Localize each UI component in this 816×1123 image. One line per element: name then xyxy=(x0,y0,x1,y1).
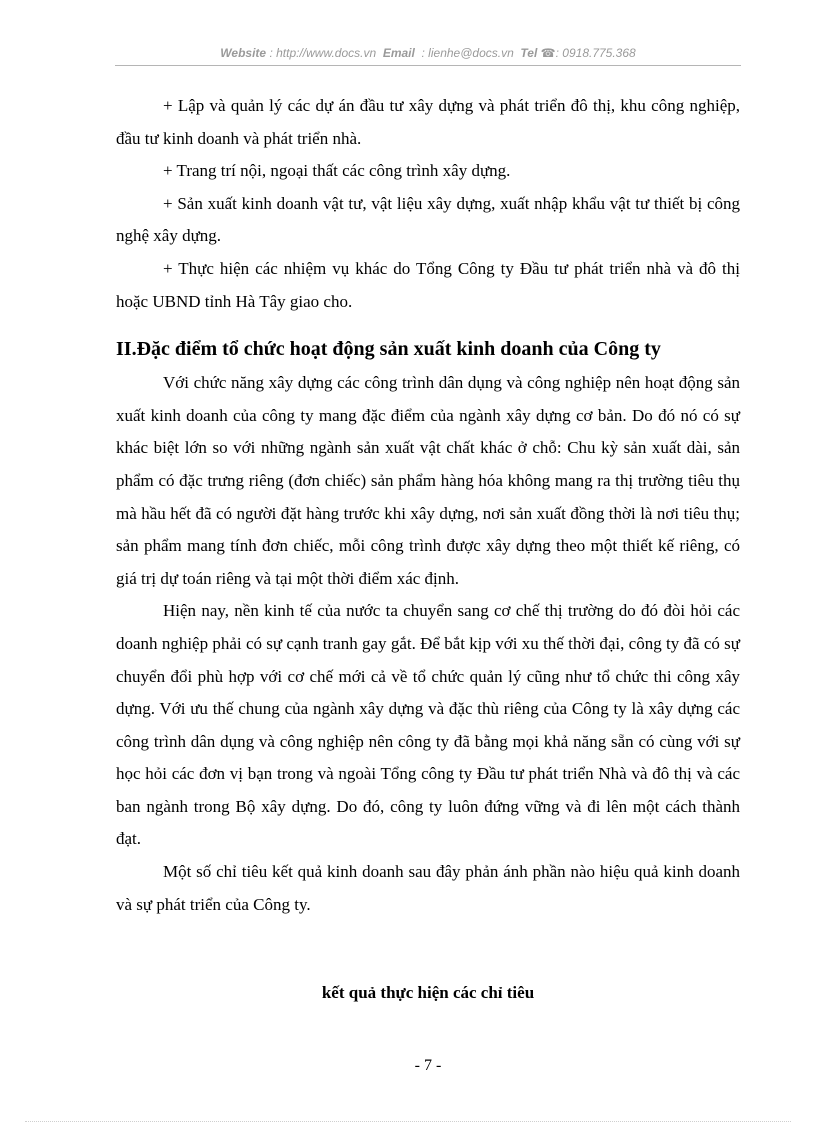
phone-icon: ☎ xyxy=(540,46,556,60)
document-body xyxy=(116,90,740,921)
body-paragraph: Hiện nay, nền kinh tế của nước ta chuyển sang cơ chế thị trường do đó đòi hỏi các doanh nghiệp phải có sự cạnh tranh gay gắt. Để bắt kịp với xu thế thời đại, công ty đã có sự chuyển đổi phù hợp với cơ chế mới cả về tổ chức quản lý cũng như tổ chức thi công xây dựng. Với ưu thế chung của ngành xây dựng và đặc thù riêng của Công ty là xây dựng các công trình dân dụng và công nghiệp nên công ty đã bằng mọi khả năng sẵn có cùng với sự học hỏi các đơn vị bạn trong và ngoài Tổng công ty Đầu tư phát triển Nhà và đô thị và các ban ngành trong Bộ xây dựng. Do đó, công ty luôn đứng vững và đi lên một cách thành đạt. xyxy=(116,601,740,849)
table-title: kết quả thực hiện các chỉ tiêu xyxy=(321,983,535,1002)
website-label: Website xyxy=(220,46,267,60)
body-paragraph: Một số chỉ tiêu kết quả kinh doanh sau đây phản ánh phần nào hiệu quả kinh doanh và sự phát triển của Công ty. xyxy=(116,862,740,914)
website-value: : http://www.docs.vn xyxy=(269,46,377,60)
page-number: - 7 - xyxy=(414,1057,442,1074)
bullet-item: + Lập và quản lý các dự án đầu tư xây dựng và phát triển đô thị, khu công nghiệp, đầu tư kinh doanh và phát triển nhà. xyxy=(116,96,740,148)
tel-value: : 0918.775.368 xyxy=(555,46,636,60)
bullet-item: + Sản xuất kinh doanh vật tư, vật liệu xây dựng, xuất nhập khẩu vật tư thiết bị công nghệ xây dựng. xyxy=(116,193,740,246)
tel-label: Tel xyxy=(520,46,538,60)
page-header xyxy=(115,46,741,60)
email-value: : lienhe@docs.vn xyxy=(421,46,514,60)
header-divider xyxy=(115,65,741,66)
email-label: Email xyxy=(382,46,415,60)
footer-divider xyxy=(25,1121,791,1122)
bullet-item: + Thực hiện các nhiệm vụ khác do Tổng Công ty Đầu tư phát triển nhà và đô thị hoặc UBND tỉnh Hà Tây giao cho. xyxy=(116,258,740,311)
bullet-item: + Trang trí nội, ngoại thất các công trình xây dựng. xyxy=(163,161,511,181)
body-paragraph: Với chức năng xây dựng các công trình dân dụng và công nghiệp nên hoạt động sản xuất kinh doanh của công ty mang đặc điểm của ngành xây dựng cơ bản. Do đó nó có sự khác biệt lớn so với những ngành sản xuất vật chất khác ở chỗ: Chu kỳ sản xuất dài, sản phẩm có đặc trưng riêng (đơn chiếc) sản phẩm hàng hóa không mang ra thị trường tiêu thụ mà hầu hết đã có người đặt hàng trước khi xây dựng, nơi sản xuất đồng thời là nơi tiêu thụ; sản phẩm mang tính đơn chiếc, mỗi công trình được xây dựng theo một thiết kế riêng, có giá trị dự toán riêng và tại một thời điểm xác định. xyxy=(116,373,740,588)
section-heading: II.Đặc điểm tổ chức hoạt động sản xuất kinh doanh của Công ty xyxy=(116,338,661,361)
